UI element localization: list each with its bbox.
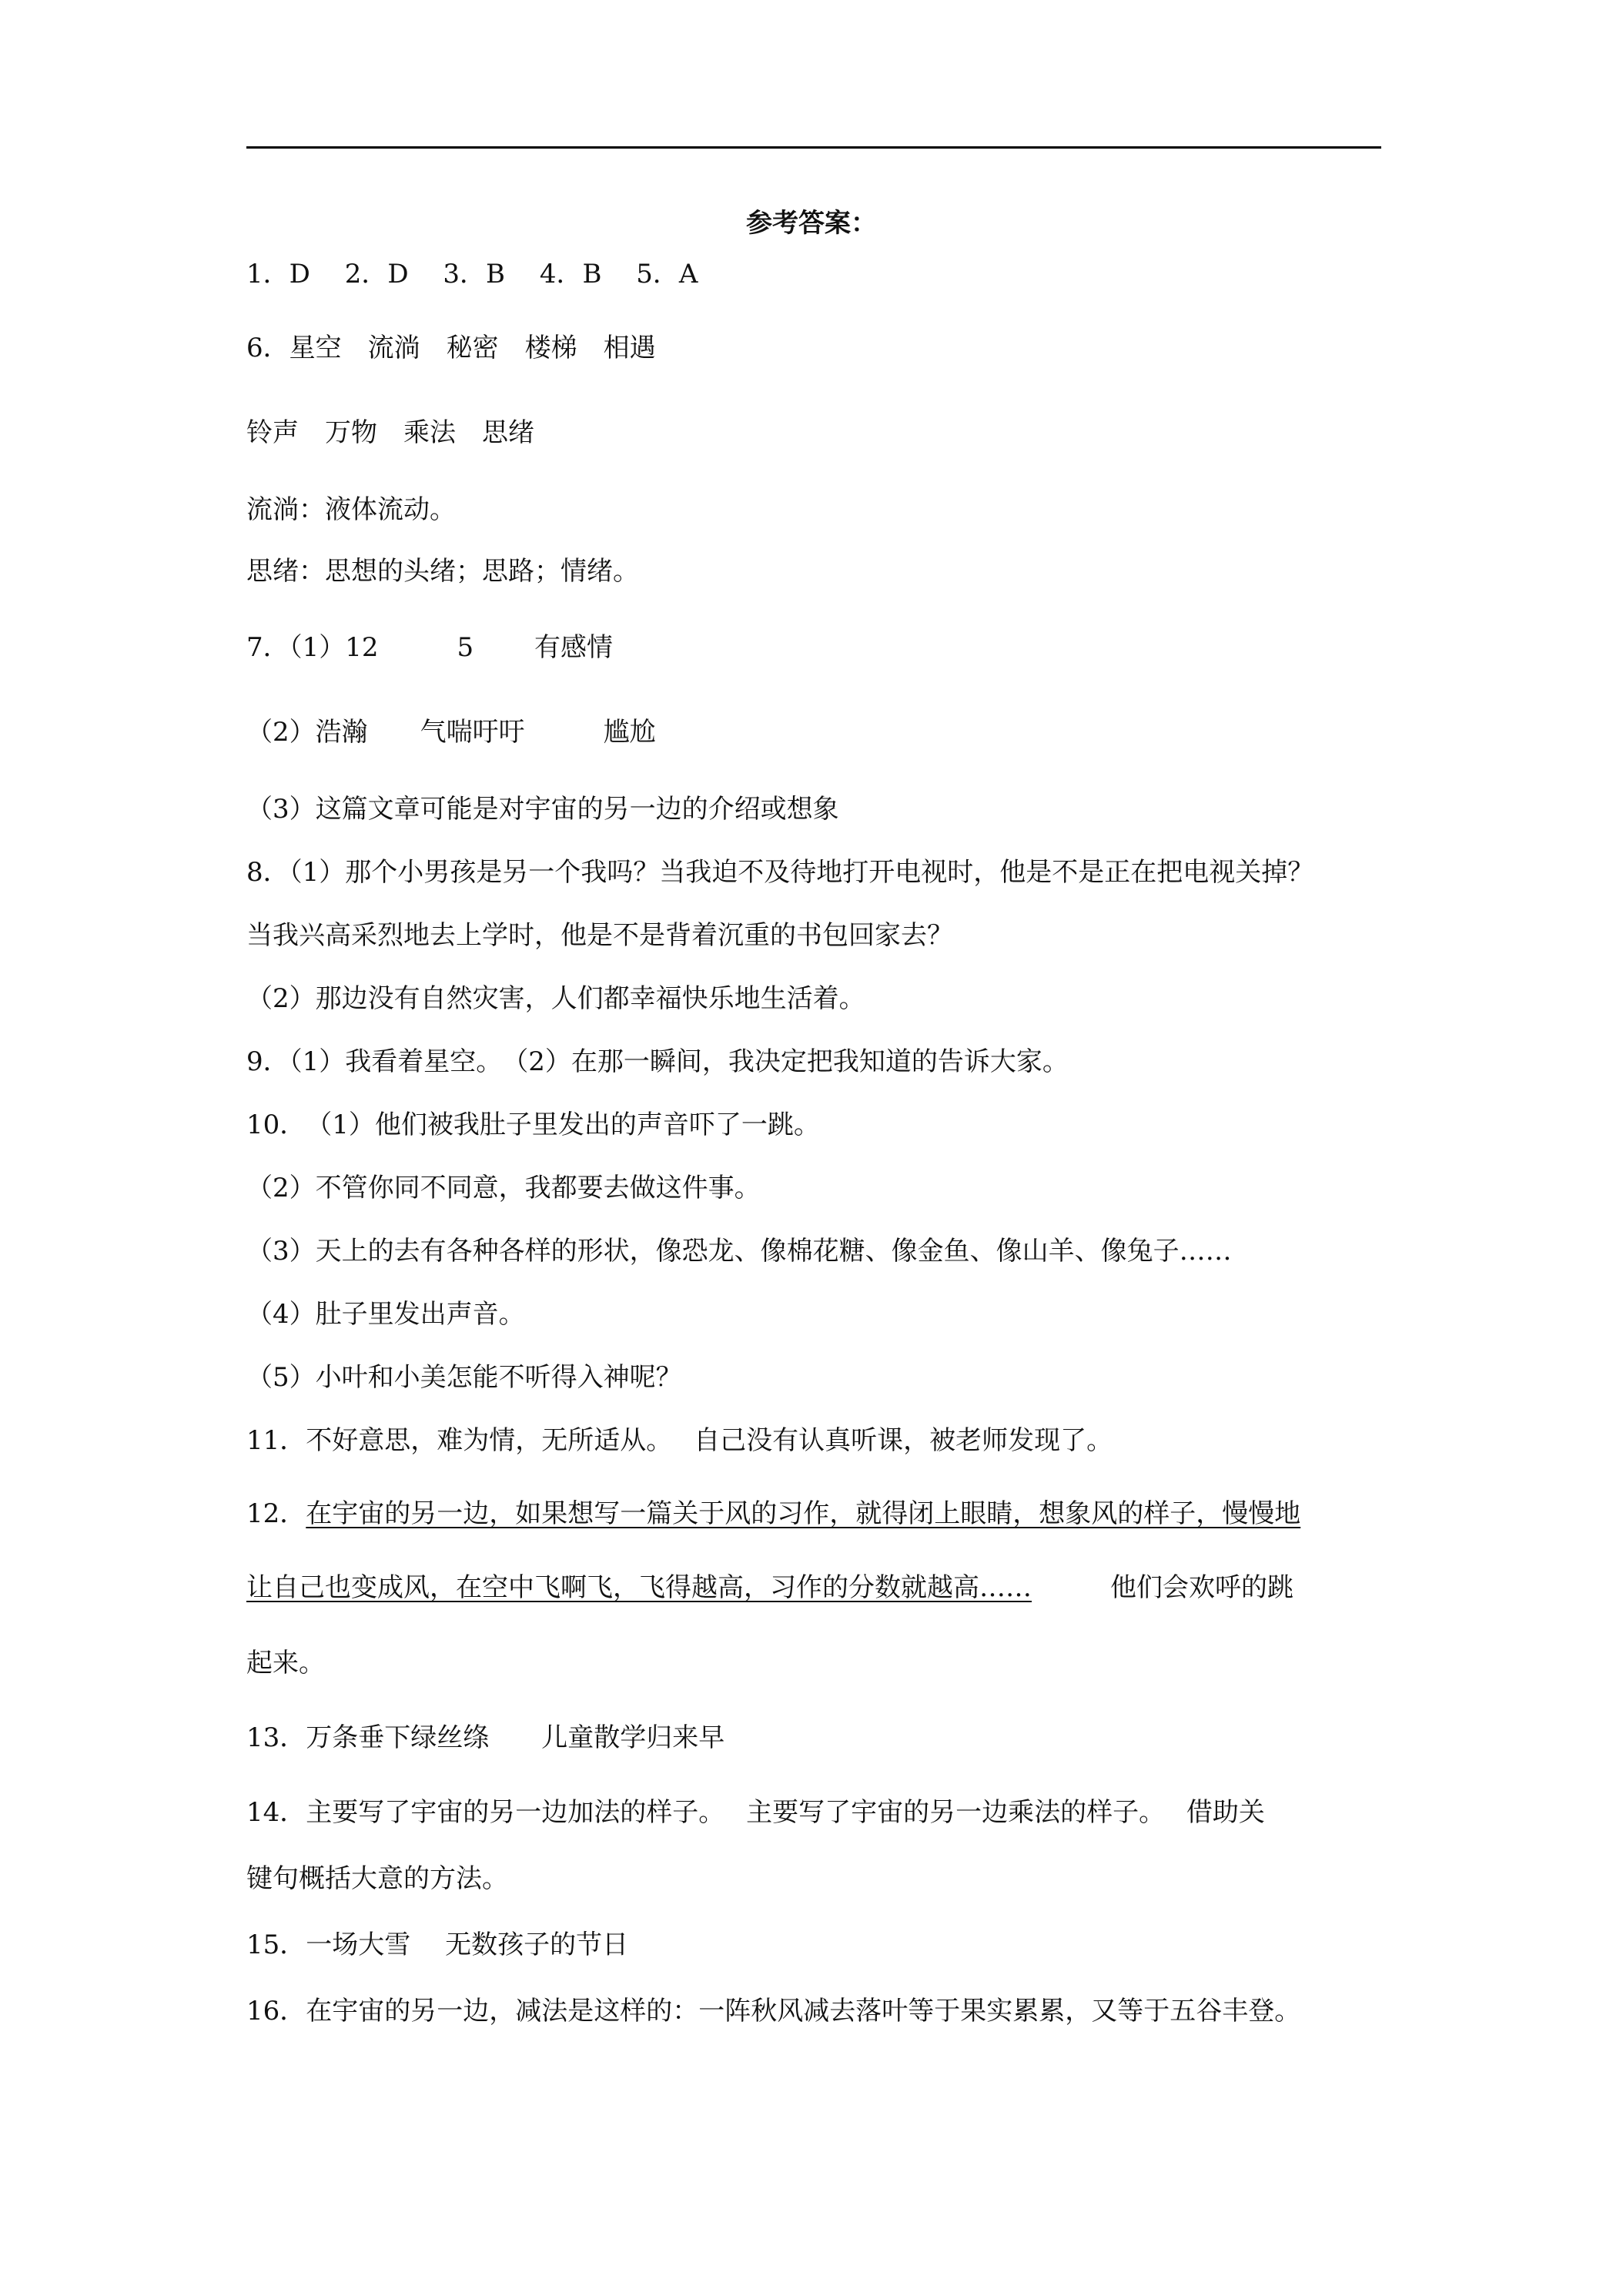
answer-line-10e: （5）小叶和小美怎能不听得入神呢？	[246, 1362, 682, 1393]
answer-line-9: 9．（1）我看着星空。 （2）在那一瞬间，我决定把我知道的告诉大家。	[246, 1046, 1069, 1077]
answer-line-16: 16．在宇宙的另一边，减法是这样的：一阵秋风减去落叶等于果实累累，又等于五谷丰登。	[246, 1996, 1301, 2027]
answer-line-11: 11．不好意思，难为情，无所适从。 自己没有认真听课，被老师发现了。	[246, 1425, 1113, 1456]
answer-line-6c: 流淌：液体流动。	[246, 494, 456, 525]
answer-line-12c: 起来。	[246, 1648, 325, 1678]
answer-line-15: 15．一场大雪 无数孩子的节日	[246, 1930, 629, 1960]
answer-line-10c: （3）天上的去有各种各样的形状，像恐龙、像棉花糖、像金鱼、像山羊、像兔子……	[246, 1236, 1232, 1267]
answer-line-8b: 当我兴高采烈地去上学时，他是不是背着沉重的书包回家去？	[246, 920, 953, 951]
answer-line-12b	[246, 1569, 1293, 1606]
underlined-answer-12b: 让自己也变成风，在空中飞啊飞，飞得越高，习作的分数就越高……	[246, 1572, 1032, 1603]
answer-line-14a: 14．主要写了宇宙的另一边加法的样子。 主要写了宇宙的另一边乘法的样子。 借助关	[246, 1797, 1265, 1828]
underlined-answer-12a: 在宇宙的另一边，如果想写一篇关于风的习作，就得闭上眼睛，想象风的样子，慢慢地	[306, 1498, 1301, 1529]
answer-line-12a	[246, 1495, 1300, 1532]
answer-line-8a: 8．（1）那个小男孩是另一个我吗？当我迫不及待地打开电视时，他是不是正在把电视关掉？	[246, 857, 1314, 888]
answer-line-13: 13．万条垂下绿丝绦 儿童散学归来早	[246, 1722, 725, 1753]
answer-line-10b: （2）不管你同不同意，我都要去做这件事。	[246, 1173, 761, 1203]
answer-line-7b: （2）浩瀚 气喘吁吁 尴尬	[246, 717, 656, 748]
answer-line-6b: 铃声 万物 乘法 思绪	[246, 417, 534, 448]
answer-line-10a: 10． （1）他们被我肚子里发出的声音吓了一跳。	[246, 1110, 820, 1140]
answer-line-10d: （4）肚子里发出声音。	[246, 1299, 525, 1330]
answer-12-tail: 他们会欢呼的跳	[1032, 1572, 1293, 1603]
answer-line-7a: 7．（1）12 5 有感情	[246, 632, 613, 663]
answer-line-7c: （3）这篇文章可能是对宇宙的另一边的介绍或想象	[246, 794, 839, 825]
answer-line-14b: 键句概括大意的方法。	[246, 1863, 508, 1894]
answer-line-8c: （2）那边没有自然灾害，人们都幸福快乐地生活着。	[246, 983, 865, 1014]
answer-line-6d: 思绪：思想的头绪；思路；情绪。	[246, 556, 639, 587]
answer-number-12: 12．	[246, 1498, 306, 1529]
answer-line-1: 1．D 2．D 3．B 4．B 5．A	[246, 259, 698, 290]
answer-title: 参考答案：	[746, 208, 877, 239]
answer-line-6a: 6．星空 流淌 秘密 楼梯 相遇	[246, 333, 656, 363]
header-rule	[246, 146, 1381, 149]
